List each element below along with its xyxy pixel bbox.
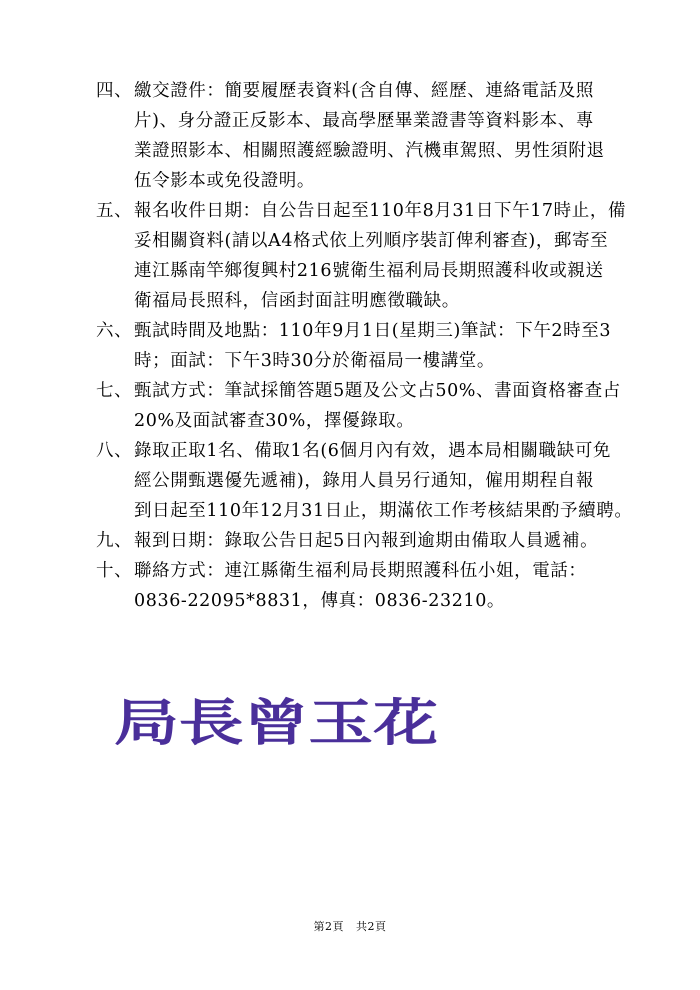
item-line: 到日起至110年12月31日止，期滿依工作考核結果酌予續聘。 — [134, 501, 633, 521]
item-line: 時；面試：下午3時30分於衛福局一樓講堂。 — [134, 351, 496, 371]
item-number: 七、 — [96, 381, 133, 401]
signature-stamp-graphic — [112, 682, 442, 758]
item-line: 20%及面試審查30%，擇優錄取。 — [134, 411, 415, 431]
signature-stamp-text: 局長曾玉花 — [114, 693, 438, 752]
item-line: 片)、身分證正反影本、最高學歷畢業證書等資料影本、專 — [134, 111, 594, 131]
notice-item-list — [96, 76, 646, 616]
notice-item — [96, 196, 646, 316]
item-line: 甄試方式：筆試採簡答題5題及公文占50%、書面資格審查占 — [134, 381, 621, 401]
item-line: 業證照影本、相關照護經驗證明、汽機車駕照、男性須附退 — [134, 141, 605, 161]
item-line: 伍令影本或免役證明。 — [134, 171, 315, 191]
item-line: 報名收件日期：自公告日起至110年8月31日下午17時止，備 — [134, 201, 627, 221]
item-body — [134, 76, 646, 196]
notice-item — [96, 316, 646, 376]
notice-item — [96, 436, 646, 526]
item-body — [134, 376, 646, 436]
item-body — [134, 526, 646, 556]
item-number: 九、 — [96, 531, 133, 551]
notice-item — [96, 556, 646, 616]
item-number: 四、 — [96, 81, 133, 101]
item-line: 妥相關資料(請以A4格式依上列順序裝訂俾利審查)，郵寄至 — [134, 231, 609, 251]
notice-item — [96, 526, 646, 556]
item-body — [134, 316, 646, 376]
item-number: 五、 — [96, 201, 133, 221]
item-line: 錄取正取1名、備取1名(6個月內有效，遇本局相關職缺可免 — [134, 441, 612, 461]
item-body — [134, 436, 646, 526]
item-number: 八、 — [96, 441, 133, 461]
item-number: 六、 — [96, 321, 133, 341]
item-line: 甄試時間及地點：110年9月1日(星期三)筆試：下午2時至3 — [134, 321, 612, 341]
notice-item — [96, 76, 646, 196]
item-body — [134, 196, 646, 316]
item-number: 十、 — [96, 561, 133, 581]
item-line: 經公開甄選優先遞補)，錄用人員另行通知，僱用期程自報 — [134, 471, 594, 491]
page-total: 共2頁 — [356, 920, 387, 933]
item-line: 聯絡方式：連江縣衛生福利局長期照護科伍小姐，電話： — [134, 561, 587, 581]
page-footer — [0, 918, 700, 934]
notice-item — [96, 376, 646, 436]
item-line: 0836-22095*8831，傳真：0836-23210。 — [134, 591, 506, 611]
item-line: 連江縣南竿鄉復興村216號衛生福利局長期照護科收或親送 — [134, 261, 604, 281]
item-line: 報到日期：錄取公告日起5日內報到逾期由備取人員遞補。 — [134, 531, 599, 551]
item-line: 繳交證件：簡要履歷表資料(含自傳、經歷、連絡電話及照 — [134, 81, 594, 101]
page-number: 第2頁 — [313, 920, 344, 933]
item-body — [134, 556, 646, 616]
item-line: 衛福局長照科，信函封面註明應徵職缺。 — [134, 291, 460, 311]
director-signature-stamp — [112, 682, 442, 758]
